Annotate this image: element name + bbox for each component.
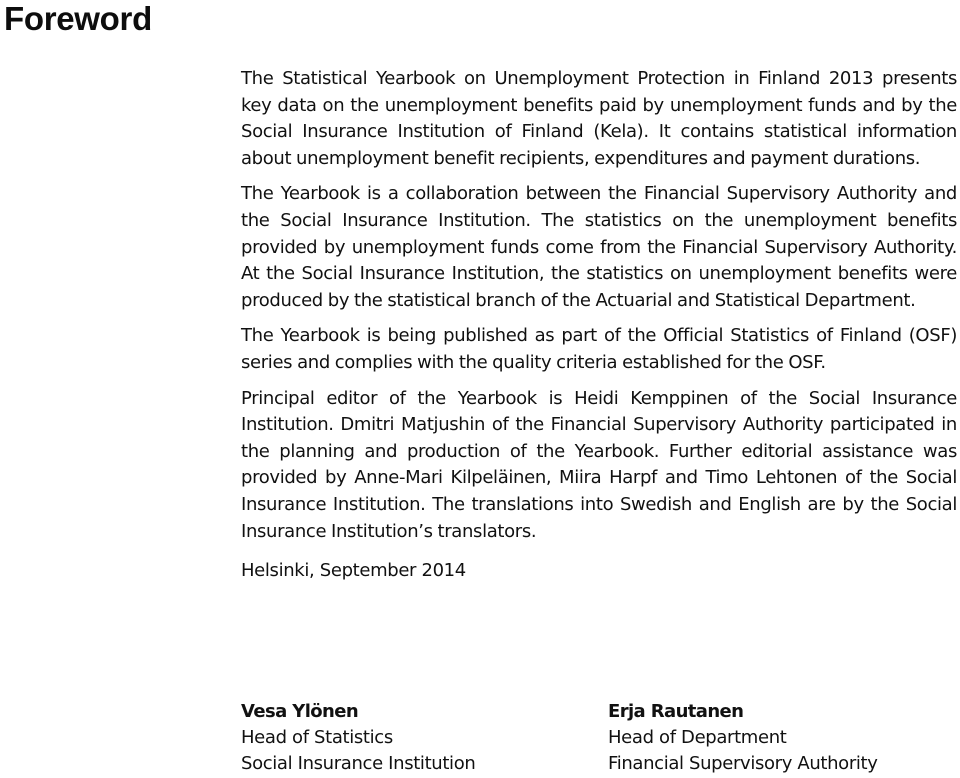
paragraph-introduction: The Statistical Yearbook on Unemployment Protection in Finland 2013 presents key data on the unemployment benefits paid by unemployment funds and by the Social Insurance Institution of Finland (Kela). It contains statistical information about unemployment benefit recipients, expenditures and payment durations. (241, 68, 957, 169)
signature-block-department (608, 699, 948, 777)
signatory-organization: Financial Supervisory Authority (608, 753, 878, 774)
signatory-organization: Social Insurance Institution (241, 753, 476, 774)
signatory-name: Vesa Ylönen (241, 701, 359, 722)
paragraph-collaboration: The Yearbook is a collaboration between the Financial Supervisory Authority and the Social Insurance Institution. The statistics on the unemployment benefits provided by unemployment funds come from the Financial Supervisory Authority. At the Social Insurance Institution, the statistics on unemployment benefits were produced by the statistical branch of the Actuarial and Statistical Department. (241, 183, 957, 311)
signatory-name: Erja Rautanen (608, 701, 744, 722)
paragraph-editors: Principal editor of the Yearbook is Heidi Kemppinen of the Social Insurance Institution. Dmitri Matjushin of the Financial Supervisory Authority participated in the planning and production of the Yearbook. Further editorial assistance was provided by Anne-Mari Kilpeläinen, Miira Harpf and Timo Lehtonen of the Social Insurance Institution. The translations into Swedish and English are by the Social Insurance Institution’s translators. (241, 387, 957, 542)
signature-block-statistics (241, 699, 581, 777)
foreword-body (241, 66, 957, 584)
page-title: Foreword (4, 0, 152, 37)
paragraph-official-statistics: The Yearbook is being published as part of the Official Statistics of Finland (OSF) series and complies with the quality criteria established for the OSF. (241, 325, 957, 373)
dateline: Helsinki, September 2014 (241, 560, 466, 582)
signatory-position: Head of Statistics (241, 727, 393, 748)
signatory-position: Head of Department (608, 727, 787, 748)
